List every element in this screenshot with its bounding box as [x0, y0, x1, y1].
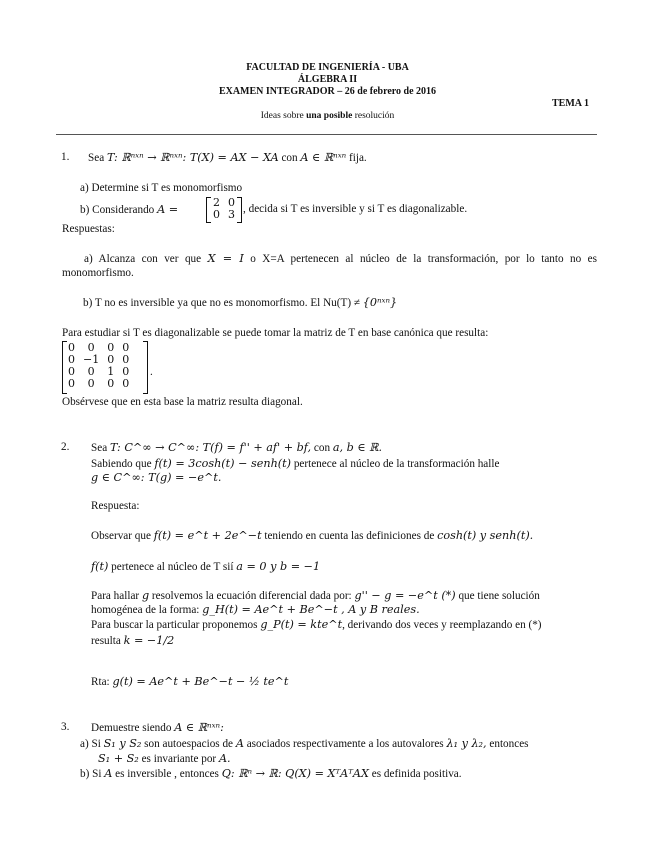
q1-answer-a	[62, 252, 597, 280]
subtitle	[0, 111, 655, 121]
q1-statement	[88, 151, 367, 164]
subtitle-bold: una posible	[306, 111, 353, 121]
q2-hallar-1: Para hallar	[91, 590, 142, 602]
q1-respuestas-label: Respuestas:	[62, 223, 115, 235]
matrix-cell: 0	[107, 377, 115, 390]
q1-small-matrix-grid	[209, 197, 239, 221]
matrix-cell: 0	[122, 365, 130, 378]
subtitle-pre: Ideas sobre	[260, 111, 307, 121]
q2-number: 2.	[61, 441, 70, 453]
matrix-cell: 0	[68, 377, 75, 390]
q2-stmt-math2: a, b ∈ ℝ.	[332, 441, 383, 454]
q2-stmt-a: Sea	[91, 442, 110, 454]
q3-a-line2-math2: A.	[218, 752, 231, 765]
q2-hallar-3: que tiene solución	[455, 590, 540, 602]
q1-b-math: A =	[157, 203, 179, 216]
q3-statement	[91, 721, 224, 734]
q1-big-matrix	[62, 341, 148, 394]
q3-item-a-line2	[98, 752, 231, 765]
q2-respuesta-label: Respuesta:	[91, 500, 140, 512]
q1-ans-a-1: a) Alcanza con ver que	[84, 253, 208, 265]
q2-stmt-math: T: C^∞ → C^∞: T(f) = f'' + af' + bf,	[109, 441, 312, 454]
matrix-cell: 0	[122, 341, 130, 354]
q1-small-matrix	[206, 197, 242, 223]
q1-number: 1.	[61, 151, 70, 163]
matrix-left-bracket	[62, 341, 67, 394]
q2-hom-1: homogénea de la forma:	[91, 604, 203, 616]
matrix-cell: 0	[228, 196, 235, 209]
q3-number: 3.	[61, 721, 70, 733]
q2-final-answer	[91, 675, 288, 688]
q2-nuc-math2: a = 0 y b = −1	[236, 560, 321, 573]
q2-homogeneous	[91, 603, 420, 616]
q3-a-math: S₁ y S₂	[103, 737, 142, 750]
header-divider	[56, 134, 597, 135]
q2-obs-1: Observar que	[91, 530, 154, 542]
matrix-left-bracket	[206, 197, 211, 223]
matrix-cell: 0	[68, 365, 75, 378]
q1-ans-a-math: X = I	[207, 252, 244, 265]
q2-observe	[91, 529, 533, 542]
matrix-cell: 0	[68, 353, 75, 366]
q3-stmt-math: A ∈ ℝⁿˣⁿ:	[174, 721, 224, 734]
matrix-cell: 0	[107, 341, 115, 354]
q2-part-math: g_P(t) = kte^t	[260, 618, 343, 631]
q2-res-1: resulta	[91, 635, 124, 647]
q3-a-line2-math: S₁ + S₂	[98, 752, 139, 765]
q3-a-line2: es invariante por	[138, 753, 219, 765]
q2-obs-2: teniendo en cuenta las definiciones de	[261, 530, 438, 542]
matrix-cell: −1	[83, 353, 100, 366]
q3-b-math: A	[104, 767, 113, 780]
q3-b-math2: Q: ℝⁿ → ℝ: Q(X) = XᵀAᵀAX	[221, 767, 369, 780]
subject-heading: ÁLGEBRA II	[297, 74, 358, 85]
q2-obs-math2: cosh(t) y senh(t).	[437, 529, 534, 542]
q1-stmt-math: T: ℝⁿˣⁿ → ℝⁿˣⁿ: T(X) = AX − XA	[106, 151, 279, 164]
matrix-cell: 3	[228, 208, 235, 221]
q3-a-2: son autoespacios de	[141, 738, 236, 750]
q2-nuc-math: f(t)	[91, 560, 109, 573]
q1-stmt-b: con	[278, 152, 301, 164]
q3-item-a	[80, 737, 529, 750]
q2-statement	[91, 441, 382, 454]
q3-b-2: es inversible , entonces	[112, 768, 222, 780]
q1-observation: Obsérvese que en esta base la matriz resulta diagonal.	[62, 396, 303, 408]
matrix-cell: 0	[68, 341, 75, 354]
q1-ans-a-2: o X=A pertenecen al núcleo de la transformación, por lo tanto no es monomorfismo.	[62, 253, 598, 279]
q2-knowing	[91, 457, 499, 470]
q1-item-b	[80, 203, 178, 216]
q2-particular	[91, 618, 542, 631]
matrix-cell: 0	[87, 365, 95, 378]
q1-diag-text: Para estudiar si T es diagonalizable se puede tomar la matriz de T en base canónica que resulta:	[62, 327, 489, 339]
q2-nucleus	[91, 560, 320, 573]
q2-rta-math: g(t) = Ae^t + Be^−t − ½ te^t	[112, 675, 289, 688]
q3-a-math3: λ₁ y λ₂,	[446, 737, 487, 750]
q2-know-1: Sabiendo que	[91, 458, 155, 470]
q1-stmt-c: fija.	[346, 152, 367, 164]
q2-find: g ∈ C^∞: T(g) = −e^t.	[91, 471, 222, 484]
q2-res-math: k = −1/2	[123, 634, 175, 647]
q2-part-1: Para buscar la particular proponemos	[91, 619, 261, 631]
q3-a-3: asociados respectivamente a los autovalores	[243, 738, 447, 750]
subtitle-post: resolución	[352, 111, 395, 121]
q2-know-math: f(t) = 3cosh(t) − senh(t)	[154, 457, 292, 470]
q3-b-3: es definida positiva.	[368, 768, 462, 780]
q2-hom-math: g_H(t) = Ae^t + Be^−t , A y B reales.	[202, 603, 420, 616]
q2-hallar-math2: g'' − g = −e^t (*)	[354, 589, 456, 602]
matrix-cell: 1	[107, 365, 115, 378]
q3-a-1: a) Si	[80, 738, 104, 750]
q2-stmt-b: con	[311, 442, 333, 454]
exam-heading: EXAMEN INTEGRADOR – 26 de febrero de 2016	[218, 86, 437, 97]
q1-b-pre: b) Considerando	[80, 204, 158, 216]
q1-answer-b	[83, 296, 397, 309]
q1-item-a: a) Determine si T es monomorfismo	[80, 182, 243, 194]
q1-stmt-a: Sea	[88, 152, 107, 164]
q3-b-1: b) Si	[80, 768, 105, 780]
matrix-cell: 0	[87, 377, 95, 390]
matrix-cell: 0	[213, 208, 220, 221]
q3-stmt-1: Demuestre siendo	[91, 722, 175, 734]
q2-hallar-math: g	[141, 589, 150, 602]
q2-part-2: , derivando dos veces y reemplazando en (*)	[342, 619, 542, 631]
q2-hallar	[91, 589, 540, 602]
q2-know-2: pertenece al núcleo de la transformación halle	[291, 458, 500, 470]
q2-result-k	[91, 634, 174, 647]
matrix-right-bracket	[143, 341, 148, 394]
q1-matrix-dot: .	[150, 366, 153, 378]
faculty-heading: FACULTAD DE INGENIERÍA - UBA	[246, 62, 409, 73]
matrix-cell: 0	[107, 353, 115, 366]
q1-stmt-math2: A ∈ ℝⁿˣⁿ	[300, 151, 347, 164]
q2-rta-1: Rta:	[91, 676, 113, 688]
tema-label: TEMA 1	[552, 98, 589, 109]
q2-nuc-1: pertenece al núcleo de T sií	[108, 561, 237, 573]
matrix-right-bracket	[237, 197, 242, 223]
q2-hallar-2: resolvemos la ecuación diferencial dada por:	[149, 590, 355, 602]
matrix-cell: 2	[213, 196, 220, 209]
q3-a-4: entonces	[486, 738, 529, 750]
matrix-cell: 0	[87, 341, 95, 354]
q1-big-matrix-grid	[64, 342, 133, 390]
matrix-cell: 0	[122, 353, 130, 366]
q3-item-b	[80, 767, 462, 780]
q1-ans-b-math: {0ⁿˣⁿ}	[362, 296, 398, 309]
q2-obs-math: f(t) = e^t + 2e^−t	[153, 529, 262, 542]
q3-a-math2: A	[235, 737, 244, 750]
q1-b-post: , decida si T es inversible y si T es diagonalizable.	[243, 203, 468, 215]
matrix-cell: 0	[122, 377, 130, 390]
q1-ans-b-1: b) T no es inversible ya que no es monomorfismo. El Nu(T) ≠	[83, 297, 363, 309]
